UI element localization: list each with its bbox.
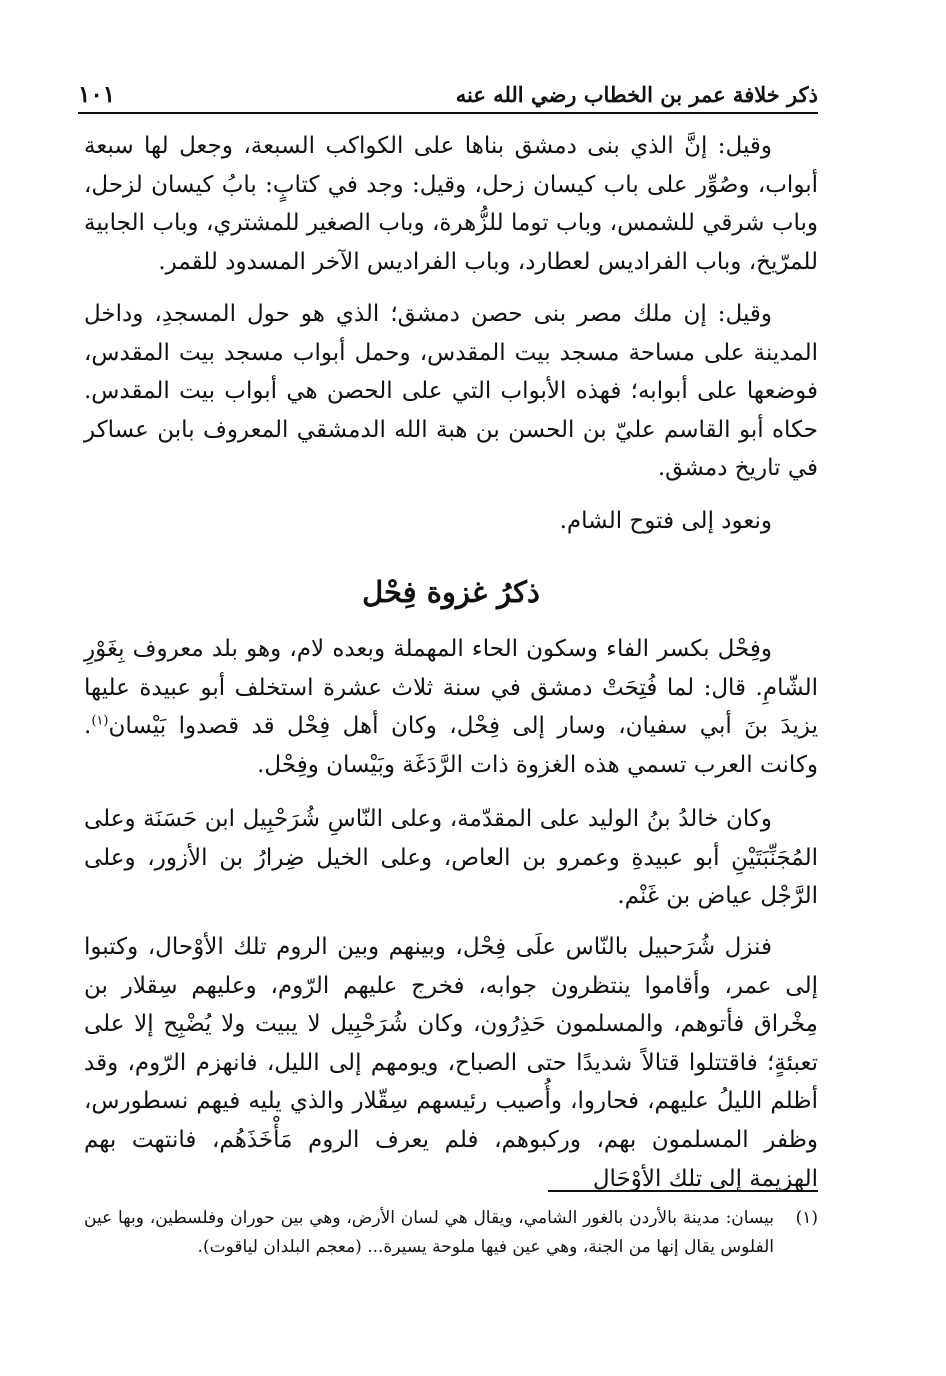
running-title: ذكر خلافة عمر بن الخطاب رضي الله عنه <box>455 82 818 107</box>
paragraph-5 <box>84 800 818 916</box>
paragraph-6-text: فنزل شُرَحبيل بالنّاس علَى فِحْل، وبينهم وبين الروم تلك الأوْحال، وكتبوا إلى عمر، وأقاموا ينتظرون جوابه، فخرج عليهم الرّوم، وعليهم سِقلار بن مِخْراق فأتوهم، والمسلمون حَذِرُون، وكان شُرَحْبِيل لا يبيت ولا يُضْبِح إلا على تعبئةٍ؛ فاقتتلوا قتالاً شديدًا حتى الصباح، ويومهم إلى الليل، فانهزم الرّوم، وقد أظلم الليلُ عليهم، فحاروا، وأُصيب رئيسهم سِقّلار والذي يليه فيهم نسطورس، وظفر المسلمون بهم، وركبوهم، فلم يعرف الروم مَأْخَذَهُم، فانتهت بهم الهزيمة إلى تلك الأوْحَال <box>84 934 818 1192</box>
footnote-mark: (١) <box>795 1208 818 1228</box>
footnote-rule <box>548 1190 818 1192</box>
paragraph-6 <box>84 928 818 1198</box>
header-rule <box>78 112 818 114</box>
page-number: ١٠١ <box>78 81 116 108</box>
paragraph-4-text <box>84 630 818 784</box>
page-header <box>78 68 818 112</box>
paragraph-2-text: وقيل: إن ملك مصر بنى حصن دمشق؛ الذي هو حول المسجدِ، وداخل المدينة على مساحة مسجد بيت المقدس، وحمل أبواب مسجد بيت المقدس، فوضعها على أبوابه؛ فهذه الأبواب التي على الحصن هي أبواب بيت المقدس. حكاه أبو القاسم عليّ بن الحسن بن هبة الله الدمشقي المعروف بابن عساكر في تاريخ دمشق. <box>84 301 818 482</box>
paragraph-1 <box>84 127 818 281</box>
paragraph-3-text: ونعود إلى فتوح الشام. <box>559 508 772 534</box>
paragraph-1-text: وقيل: إنَّ الذي بنى دمشق بناها على الكواكب السبعة، وجعل لها سبعة أبواب، وصُوِّر على باب كيسان زحل، وقيل: وجد في كتابٍ: بابُ كيسان لزحل، وباب شرقي للشمس، وباب توما للزُّهرة، وباب الصغير للمشتري، وباب الجابية للمرّيخ، وباب الفراديس لعطارد، وباب الفراديس الآخر المسدود للقمر. <box>84 133 818 275</box>
paragraph-4-text-a: وفِحْل بكسر الفاء وسكون الحاء المهملة وبعده لام، وهو بلد معروف بِغَوْرِ الشّامِ. قال: لما فُتِحَتْ دمشق في سنة ثلاث عشرة استخلف أبو عبيدة عليها يزيدَ بنَ أبي سفيان، وسار إلى فِحْل، وكان أهل فِحْل قد قصدوا بَيْسان <box>84 636 818 740</box>
footnote-1 <box>84 1204 818 1262</box>
footnote-text: بيسان: مدينة بالأردن بالغور الشامي، ويقال هي لسان الأرض، وهي بين حوران وفلسطين، وبها عين الفلوس يقال إنها من الجنة، وهي عين فيها ملوحة يسيرة... (معجم البلدان لياقوت). <box>84 1208 774 1257</box>
paragraph-3 <box>84 502 818 541</box>
paragraph-2 <box>84 295 818 488</box>
paragraph-4-text-b: . وكانت العرب تسمي هذه الغزوة ذات الرَّدَغَة وبَيْسان وفِحْل. <box>84 713 818 778</box>
paragraph-5-text: وكان خالدُ بنُ الوليد على المقدّمة، وعلى النّاسِ شُرَحْبِيل ابن حَسَنَة وعلى المُجَنِّبَتَيْنِ أبو عبيدةِ وعمرو بن العاص، وعلى الخيل ضِرارُ بن الأزور، وعلى الرَّجْل عياض بن غَنْم. <box>84 806 818 910</box>
footnote-ref-1: (١) <box>91 713 109 729</box>
paragraph-4 <box>84 630 818 784</box>
section-heading: ذكرُ غزوة فِحْل <box>362 575 540 609</box>
footnotes <box>84 1204 818 1262</box>
